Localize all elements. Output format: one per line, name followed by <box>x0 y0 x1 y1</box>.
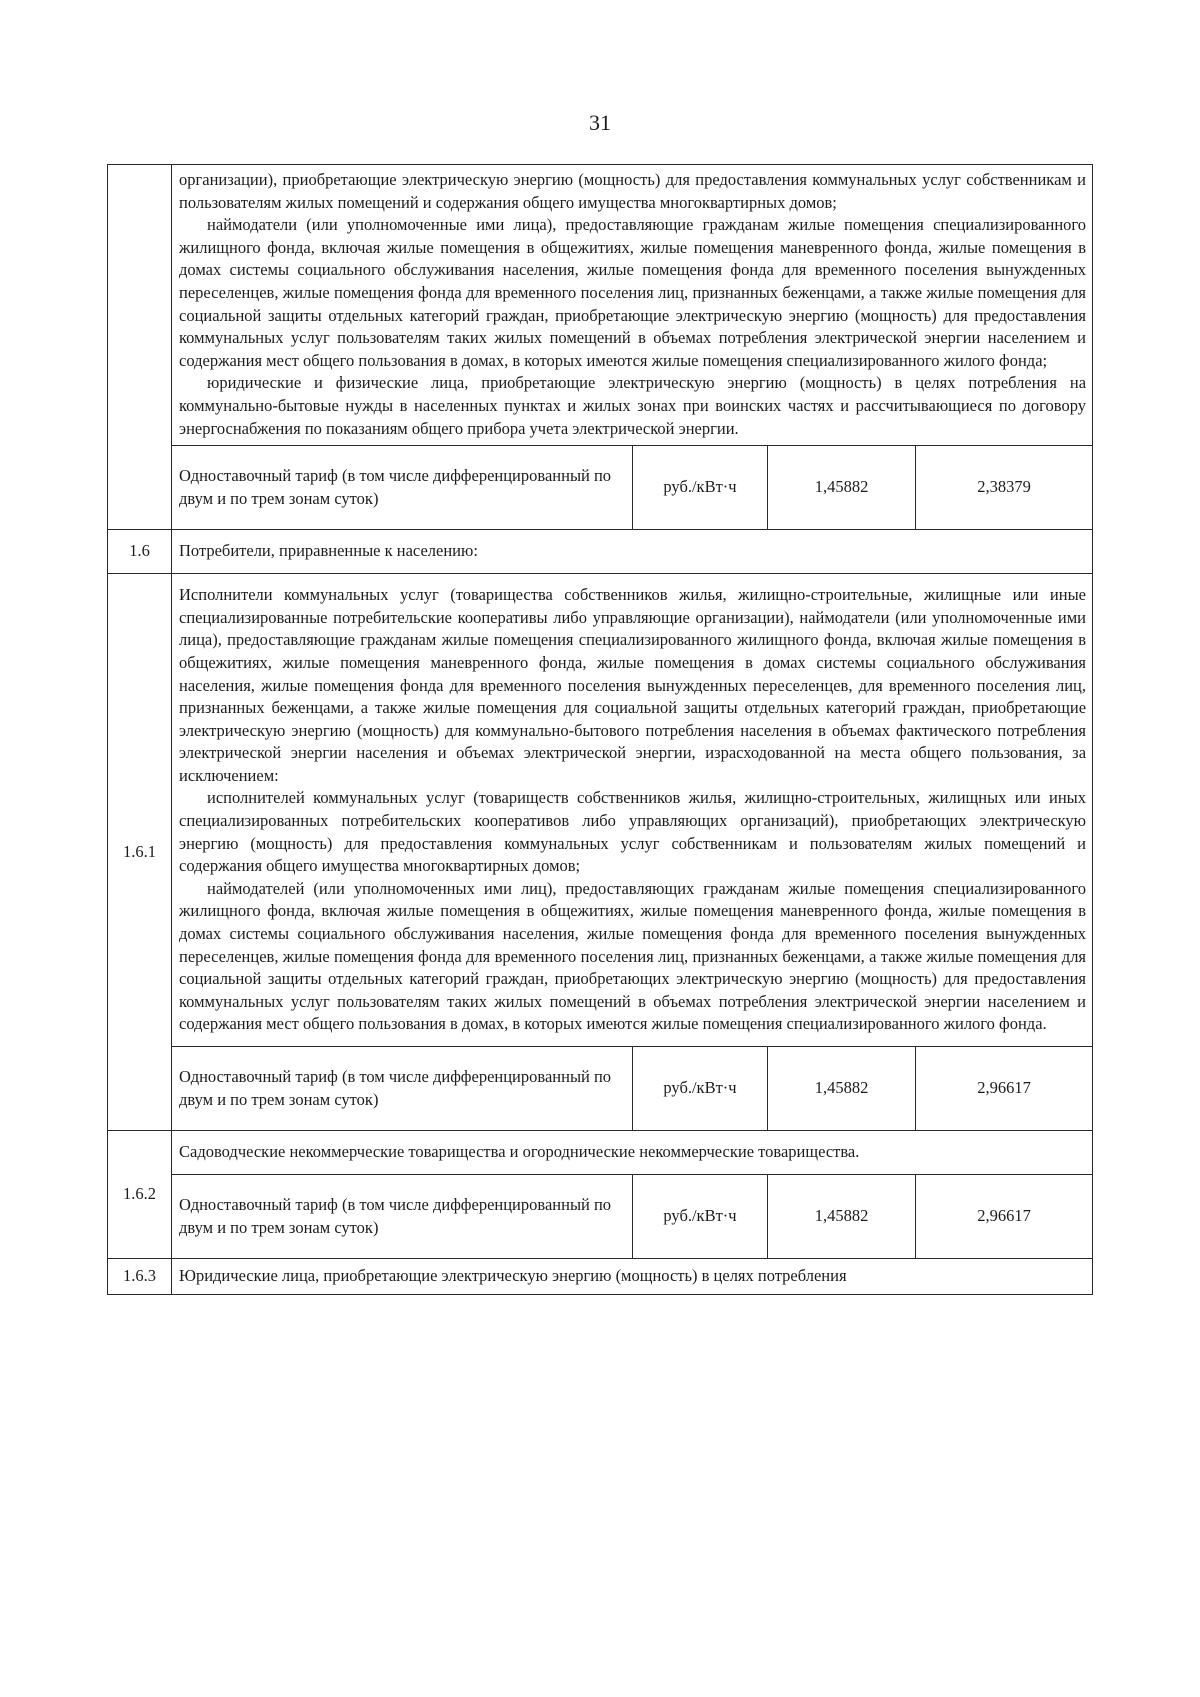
tariff-unit: руб./кВт·ч <box>633 1175 768 1259</box>
tariff-value-2: 2,96617 <box>916 1047 1093 1131</box>
tariff-value-1: 1,45882 <box>768 1175 916 1259</box>
tariff-unit: руб./кВт·ч <box>633 446 768 530</box>
tariff-value-1: 1,45882 <box>768 446 916 530</box>
table-row <box>108 574 1093 1047</box>
row-number: 1.6.3 <box>108 1259 172 1295</box>
row-text: Садоводческие некоммерческие товарищества и огороднические некоммерческие товарищества. <box>172 1131 1093 1175</box>
table-row <box>108 1259 1093 1295</box>
tariff-row <box>108 446 1093 530</box>
table-row <box>108 530 1093 574</box>
row-number: 1.6 <box>108 530 172 574</box>
tariff-value-2: 2,38379 <box>916 446 1093 530</box>
tariff-unit: руб./кВт·ч <box>633 1047 768 1131</box>
tariff-name: Одноставочный тариф (в том числе дифференцированный по двум и по трем зонам суток) <box>172 446 633 530</box>
row-text: Юридические лица, приобретающие электрическую энергию (мощность) в целях потребления <box>172 1259 1093 1295</box>
paragraph: наймодателей (или уполномоченных ими лиц), предоставляющих гражданам жилые помещения специализированного жилищного фонда, включая жилые помещения в общежитиях, жилые помещения маневренного фонда, жилые помещения в домах системы социального обслуживания населения, жилые помещения фонда для временного поселения вынужденных переселенцев, жилые помещения фонда для временного поселения лиц, признанных беженцами, а также жилые помещения для социальной защиты отдельных категорий граждан, приобретающих электрическую энергию (мощность) для предоставления коммунальных услуг пользователям таких жилых помещений в объемах потребления электрической энергии населением и содержания мест общего пользования в домах, в которых имеются жилые помещения специализированного жилого фонда. <box>179 878 1087 1034</box>
tariff-value-2: 2,96617 <box>916 1175 1093 1259</box>
page-number: 31 <box>589 110 611 135</box>
description-cell <box>172 165 1093 446</box>
tariff-row <box>108 1047 1093 1131</box>
description-cell <box>172 574 1093 1047</box>
paragraph: наймодатели (или уполномоченные ими лица), предоставляющие гражданам жилые помещения специализированного жилищного фонда, включая жилые помещения в общежитиях, жилые помещения маневренного фонда, жилые помещения в домах системы социального обслуживания населения, жилые помещения фонда для временного поселения вынужденных переселенцев, жилые помещения фонда для временного поселения лиц, признанных беженцами, а также жилые помещения для социальной защиты отдельных категорий граждан, приобретающие электрическую энергию (мощность) для предоставления коммунальных услуг пользователям таких жилых помещений в объемах потребления электрической энергии населением и содержания мест общего пользования в домах, в которых имеются жилые помещения специализированного жилого фонда; <box>179 215 1087 370</box>
row-number-cell <box>108 165 172 530</box>
tariff-row <box>108 1175 1093 1259</box>
table-row <box>108 1131 1093 1175</box>
tariff-name: Одноставочный тариф (в том числе дифференцированный по двум и по трем зонам суток) <box>172 1175 633 1259</box>
paragraph: юридические и физические лица, приобретающие электрическую энергию (мощность) в целях потребления на коммунально-бытовые нужды в населенных пунктах и жилых зонах при воинских частях и рассчитывающиеся по договору энергоснабжения по показаниям общего прибора учета электрической энергии. <box>179 373 1087 438</box>
row-number: 1.6.1 <box>108 574 172 1131</box>
tariff-name: Одноставочный тариф (в том числе дифференцированный по двум и по трем зонам суток) <box>172 1047 633 1131</box>
paragraph: исполнителей коммунальных услуг (товариществ собственников жилья, жилищно-строительных, жилищных или иных специализированных потребительских кооперативов либо управляющих организаций), приобретающих электрическую энергию (мощность) для предоставления коммунальных услуг собственникам и пользователям жилых помещений и содержания общего имущества многоквартирных домов; <box>179 788 1087 876</box>
table-row <box>108 165 1093 446</box>
tariff-value-1: 1,45882 <box>768 1047 916 1131</box>
row-number: 1.6.2 <box>108 1131 172 1259</box>
paragraph: Исполнители коммунальных услуг (товарищества собственников жилья, жилищно-строительные, жилищные или иные специализированные потребительские кооперативы либо управляющие организации), наймодатели (или уполномоченные ими лица), предоставляющие гражданам жилые помещения специализированного жилищного фонда, включая жилые помещения в общежитиях, жилые помещения маневренного фонда, жилые помещения в домах системы социального обслуживания населения, жилые помещения фонда для временного поселения вынужденных переселенцев, для временного поселения лиц, признанных беженцами, а также жилые помещения для социальной защиты отдельных категорий граждан, приобретающие электрическую энергию (мощность) для коммунально-бытового потребления населения в объемах фактического потребления электрической энергии населения и объемах электрической энергии, израсходованной на места общего пользования, за исключением: <box>179 585 1087 785</box>
tariff-table <box>107 164 1093 1295</box>
paragraph: организации), приобретающие электрическую энергию (мощность) для предоставления коммунальных услуг собственникам и пользователям жилых помещений и содержания общего имущества многоквартирных домов; <box>179 170 1087 212</box>
row-text: Потребители, приравненные к населению: <box>172 530 1093 574</box>
